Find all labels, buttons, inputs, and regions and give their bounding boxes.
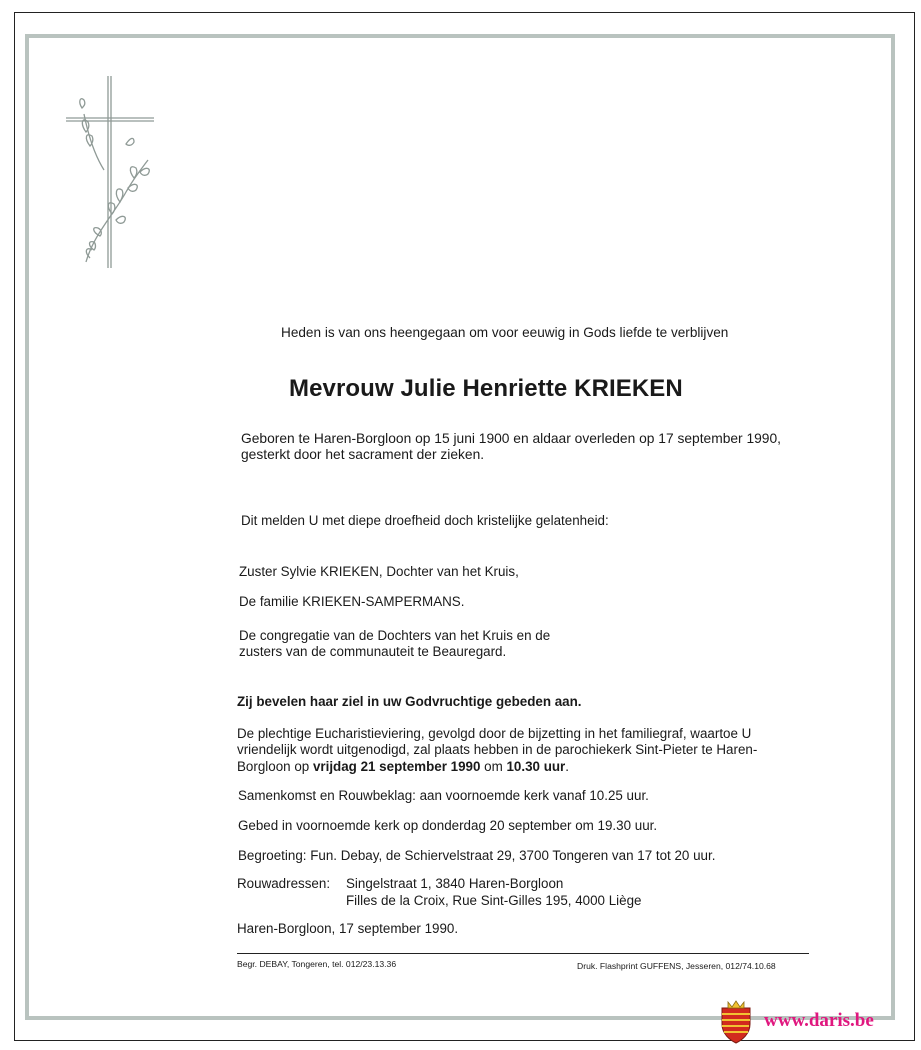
birth-death-line-1: Geboren te Haren-Borgloon op 15 juni 1900 en aldaar overleden op 17 september 1990, <box>241 431 781 446</box>
mass-line-3-start: Borgloon op <box>237 759 313 774</box>
printer-credit: Druk. Flashprint GUFFENS, Jesseren, 012/74.10.68 <box>577 961 776 971</box>
family-line: De congregatie van de Dochters van het Kruis en de <box>239 628 551 643</box>
family-line: De familie KRIEKEN-SAMPERMANS. <box>239 594 465 609</box>
intro-text: Heden is van ons heengegaan om voor eeuwig in Gods liefde te verblijven <box>281 325 729 340</box>
mass-line-3 <box>237 758 569 775</box>
divider <box>237 953 809 954</box>
mass-line-1: De plechtige Eucharistieviering, gevolgd door de bijzetting in het familiegraf, waartoe U <box>237 726 752 741</box>
watermark-site-link[interactable]: www.daris.be <box>764 1010 874 1031</box>
condolence-address: Filles de la Croix, Rue Sint-Gilles 195, 4000 Liège <box>346 893 642 908</box>
prayer-service-info: Gebed in voornoemde kerk op donderdag 20 september om 19.30 uur. <box>238 818 658 833</box>
mass-line-3-mid: om <box>480 759 507 774</box>
place-and-date: Haren-Borgloon, 17 september 1990. <box>237 921 459 936</box>
crest-icon <box>718 1000 754 1044</box>
prayer-request: Zij bevelen haar ziel in uw Godvruchtige gebeden aan. <box>237 694 582 709</box>
visitation-info: Begroeting: Fun. Debay, de Schiervelstraat 29, 3700 Tongeren van 17 tot 20 uur. <box>238 848 716 863</box>
cross-icon <box>64 74 160 270</box>
family-line: Zuster Sylvie KRIEKEN, Dochter van het Kruis, <box>239 564 519 579</box>
meeting-info: Samenkomst en Rouwbeklag: aan voornoemde kerk vanaf 10.25 uur. <box>238 788 649 803</box>
mass-line-3-end: . <box>565 759 570 774</box>
mass-date: vrijdag 21 september 1990 <box>312 759 481 774</box>
announcement-text: Dit melden U met diepe droefheid doch kristelijke gelatenheid: <box>241 513 609 528</box>
birth-death-line-2: gesterkt door het sacrament der zieken. <box>241 447 485 462</box>
funeral-director-credit: Begr. DEBAY, Tongeren, tel. 012/23.13.36 <box>237 959 397 969</box>
condolence-address: Singelstraat 1, 3840 Haren-Borgloon <box>346 876 564 891</box>
condolence-addresses-label: Rouwadressen: <box>237 876 331 891</box>
mass-line-2: vriendelijk wordt uitgenodigd, zal plaats hebben in de parochiekerk Sint-Pieter te Haren- <box>237 742 758 757</box>
mass-time: 10.30 uur <box>506 759 566 774</box>
deceased-name: Mevrouw Julie Henriette KRIEKEN <box>289 375 683 402</box>
family-line: zusters van de communauteit te Beauregard. <box>239 644 507 659</box>
